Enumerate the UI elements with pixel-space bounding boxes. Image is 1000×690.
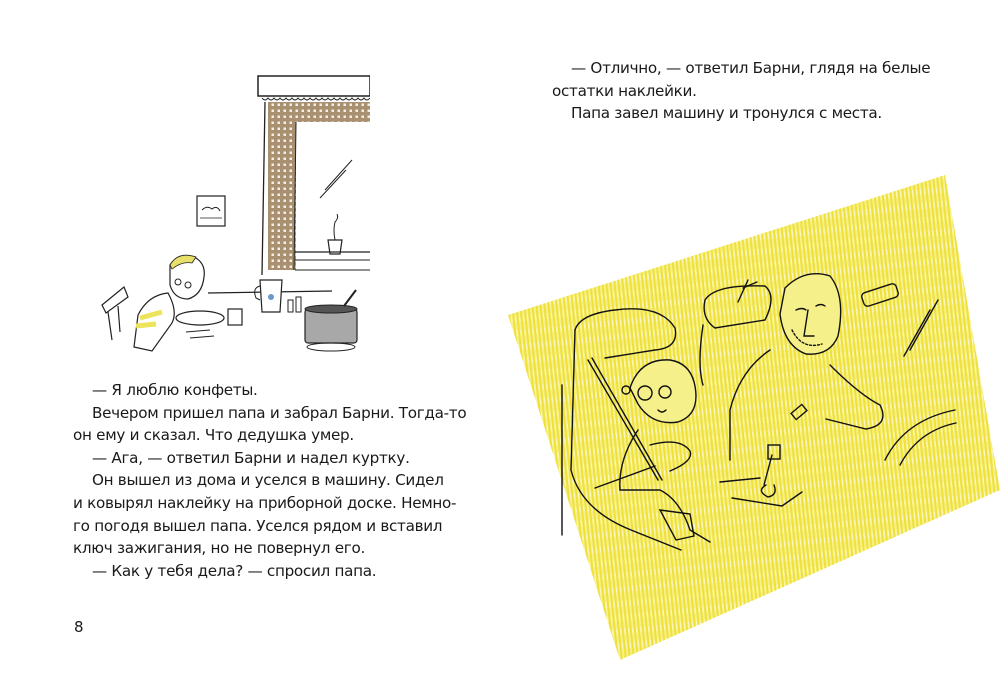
text-line: — Как у тебя дела? — спросил папа. xyxy=(92,561,377,580)
right-page xyxy=(500,0,1000,690)
text-line: остатки наклейки. xyxy=(552,81,697,100)
text-line: — Отлично, — ответил Барни, глядя на белые xyxy=(571,59,931,77)
text-line: и ковырял наклейку на приборной доске. Немно- xyxy=(73,493,457,512)
right-page-text xyxy=(552,57,930,125)
kitchen-illustration xyxy=(90,60,370,360)
car-illustration xyxy=(500,160,1000,660)
text-line: ключ зажигания, но не повернул его. xyxy=(73,539,365,558)
text-line: Он вышел из дома и уселся в машину. Сидел xyxy=(92,471,444,490)
left-page-text xyxy=(73,379,466,582)
text-line: — Ага, — ответил Барни и надел куртку. xyxy=(92,448,410,467)
text-line: — Я люблю конфеты. xyxy=(92,381,258,399)
text-line: Вечером пришел папа и забрал Барни. Тогда-то xyxy=(92,403,467,422)
page-number: 8 xyxy=(74,618,84,636)
text-line: го погодя вышел папа. Уселся рядом и вставил xyxy=(73,516,443,535)
text-line: Папа завел машину и тронулся с места. xyxy=(571,104,882,123)
text-line: он ему и сказал. Что дедушка умер. xyxy=(73,426,354,445)
